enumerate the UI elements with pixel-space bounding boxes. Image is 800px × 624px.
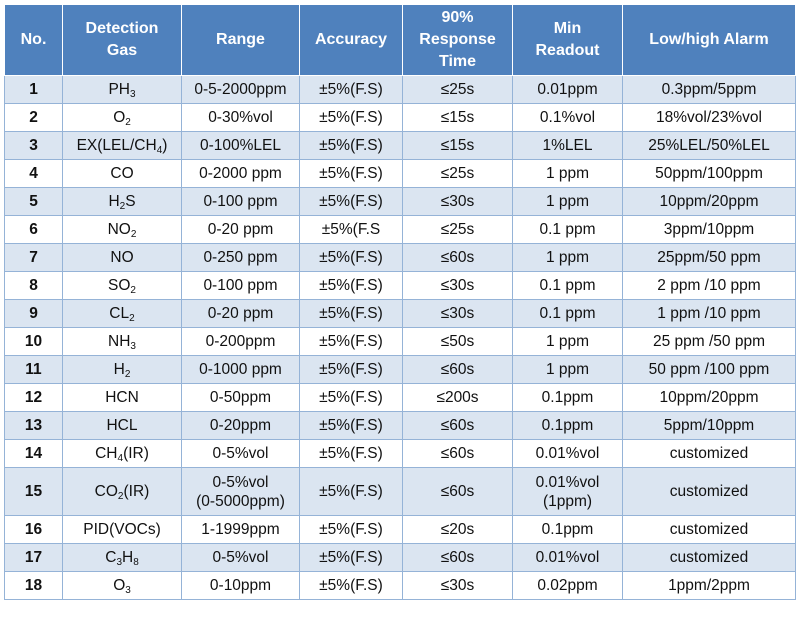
header-line: Gas (106, 42, 138, 59)
header-line: Accuracy (314, 31, 388, 48)
header-no (5, 5, 63, 76)
range-line: 0-50ppm (209, 389, 272, 406)
header-line: No. (20, 31, 47, 48)
cell-gas (63, 244, 182, 272)
cell-alarm: customized (623, 516, 796, 544)
min-readout-line: 0.1 ppm (539, 277, 596, 294)
cell-response-time: ≤15s (403, 132, 513, 160)
table-row (5, 244, 796, 272)
cell-no: 10 (5, 328, 63, 356)
min-readout-line: (1ppm) (542, 492, 593, 510)
cell-no: 11 (5, 356, 63, 384)
cell-no: 3 (5, 132, 63, 160)
table-row (5, 572, 796, 600)
cell-accuracy: ±5%(F.S) (300, 244, 403, 272)
cell-response-time: ≤60s (403, 412, 513, 440)
cell-response-time: ≤60s (403, 440, 513, 468)
table-row (5, 412, 796, 440)
cell-gas (63, 544, 182, 572)
table-row (5, 356, 796, 384)
cell-response-time: ≤60s (403, 468, 513, 516)
min-readout-line: 0.1 ppm (539, 305, 596, 322)
gas-text: CL (109, 305, 130, 322)
cell-range (182, 440, 300, 468)
range-line: 1-1999ppm (201, 521, 280, 538)
range-line: 0-100 ppm (203, 193, 278, 210)
cell-no: 6 (5, 216, 63, 244)
cell-min-readout (513, 272, 623, 300)
cell-min-readout (513, 188, 623, 216)
table-row (5, 188, 796, 216)
range-line: 0-10ppm (209, 577, 272, 594)
range-line: 0-100 ppm (203, 277, 278, 294)
cell-gas (63, 188, 182, 216)
cell-alarm: 3ppm/10ppm (623, 216, 796, 244)
table-row (5, 440, 796, 468)
table-row (5, 300, 796, 328)
table-row (5, 468, 796, 516)
cell-range (182, 412, 300, 440)
table-body (5, 76, 796, 600)
gas-subscript: 4 (117, 453, 124, 464)
cell-min-readout (513, 300, 623, 328)
cell-gas (63, 468, 182, 516)
cell-alarm: customized (623, 544, 796, 572)
cell-gas (63, 104, 182, 132)
gas-text: (IR) (123, 483, 150, 500)
gas-text: ) (162, 137, 168, 154)
cell-no: 16 (5, 516, 63, 544)
cell-response-time: ≤30s (403, 300, 513, 328)
cell-range (182, 544, 300, 572)
range-line: 0-30%vol (208, 109, 273, 126)
gas-text: C (105, 549, 117, 566)
table-row (5, 132, 796, 160)
header-line: 90% (441, 9, 474, 26)
cell-min-readout (513, 160, 623, 188)
cell-response-time: ≤25s (403, 76, 513, 104)
cell-accuracy: ±5%(F.S) (300, 384, 403, 412)
cell-gas (63, 440, 182, 468)
range-line: 0-20ppm (209, 417, 272, 434)
range-line: 0-250 ppm (203, 249, 278, 266)
cell-min-readout (513, 104, 623, 132)
min-readout-line: 1 ppm (545, 249, 590, 266)
min-readout-line: 0.01%vol (535, 549, 600, 566)
cell-min-readout (513, 132, 623, 160)
gas-subscript: 3 (129, 89, 136, 100)
header-alarm (623, 5, 796, 76)
gas-text: NO (110, 249, 134, 266)
table-row (5, 272, 796, 300)
cell-no: 5 (5, 188, 63, 216)
cell-alarm: 25%LEL/50%LEL (623, 132, 796, 160)
range-line: (0-5000ppm) (196, 492, 285, 510)
cell-accuracy: ±5%(F.S) (300, 328, 403, 356)
cell-range (182, 76, 300, 104)
cell-alarm: 25ppm/50 ppm (623, 244, 796, 272)
cell-range (182, 188, 300, 216)
gas-text: PID(VOCs) (83, 521, 161, 538)
table-row (5, 104, 796, 132)
cell-no: 17 (5, 544, 63, 572)
cell-range (182, 300, 300, 328)
header-range (182, 5, 300, 76)
gas-subscript: 3 (116, 557, 122, 568)
cell-gas (63, 328, 182, 356)
cell-range (182, 216, 300, 244)
cell-min-readout (513, 412, 623, 440)
cell-no: 1 (5, 76, 63, 104)
header-response-time (403, 5, 513, 76)
cell-alarm: 10ppm/20ppm (623, 384, 796, 412)
min-readout-line: 0.02ppm (537, 577, 598, 594)
header-detection-gas (63, 5, 182, 76)
cell-accuracy: ±5%(F.S) (300, 132, 403, 160)
cell-no: 15 (5, 468, 63, 516)
header-line: Readout (535, 42, 600, 59)
cell-no: 2 (5, 104, 63, 132)
cell-accuracy: ±5%(F.S) (300, 356, 403, 384)
header-accuracy (300, 5, 403, 76)
gas-subscript: 2 (130, 285, 136, 296)
min-readout-line: 0.1ppm (541, 417, 594, 434)
cell-response-time: ≤25s (403, 160, 513, 188)
cell-gas (63, 356, 182, 384)
min-readout-line: 1 ppm (545, 165, 590, 182)
min-readout-line: 1%LEL (542, 137, 593, 154)
min-readout-line: 0.1ppm (541, 389, 594, 406)
cell-alarm: 5ppm/10ppm (623, 412, 796, 440)
range-line: 0-5%vol (212, 549, 269, 566)
gas-subscript: 3 (130, 341, 136, 352)
gas-subscript: 2 (119, 201, 126, 212)
gas-text: SO (108, 277, 131, 294)
range-line: 0-20 ppm (207, 221, 274, 238)
cell-alarm: 10ppm/20ppm (623, 188, 796, 216)
range-line: 0-200ppm (205, 333, 276, 350)
cell-alarm: 2 ppm /10 ppm (623, 272, 796, 300)
table-row (5, 544, 796, 572)
min-readout-line: 0.1 ppm (539, 221, 596, 238)
gas-subscript: 2 (125, 117, 131, 128)
cell-gas (63, 132, 182, 160)
gas-text: O (113, 577, 126, 594)
cell-accuracy: ±5%(F.S) (300, 272, 403, 300)
cell-gas (63, 216, 182, 244)
cell-alarm: 25 ppm /50 ppm (623, 328, 796, 356)
cell-response-time: ≤15s (403, 104, 513, 132)
range-line: 0-5%vol (212, 445, 269, 462)
cell-accuracy: ±5%(F.S) (300, 104, 403, 132)
gas-detection-table-container (4, 4, 796, 600)
cell-range (182, 572, 300, 600)
gas-text: H (113, 361, 125, 378)
cell-min-readout (513, 572, 623, 600)
cell-range (182, 356, 300, 384)
cell-alarm: customized (623, 468, 796, 516)
cell-response-time: ≤20s (403, 516, 513, 544)
min-readout-line: 1 ppm (545, 333, 590, 350)
cell-accuracy: ±5%(F.S) (300, 440, 403, 468)
header-min-readout (513, 5, 623, 76)
cell-no: 8 (5, 272, 63, 300)
cell-alarm: 18%vol/23%vol (623, 104, 796, 132)
cell-accuracy: ±5%(F.S) (300, 160, 403, 188)
gas-text: H (122, 549, 134, 566)
min-readout-line: 0.01ppm (537, 81, 598, 98)
min-readout-line: 1 ppm (545, 361, 590, 378)
cell-accuracy: ±5%(F.S (300, 216, 403, 244)
cell-response-time: ≤25s (403, 216, 513, 244)
table-row (5, 160, 796, 188)
cell-min-readout (513, 516, 623, 544)
cell-response-time: ≤50s (403, 328, 513, 356)
gas-subscript: 8 (133, 557, 139, 568)
table-header-row (5, 5, 796, 76)
cell-response-time: ≤200s (403, 384, 513, 412)
gas-text: (IR) (123, 445, 149, 462)
min-readout-line: 0.01%vol (535, 445, 600, 462)
cell-gas (63, 516, 182, 544)
gas-text: CO (94, 483, 118, 500)
cell-no: 18 (5, 572, 63, 600)
cell-range (182, 384, 300, 412)
cell-accuracy: ±5%(F.S) (300, 412, 403, 440)
cell-accuracy: ±5%(F.S) (300, 188, 403, 216)
gas-subscript: 3 (125, 585, 131, 596)
cell-accuracy: ±5%(F.S) (300, 300, 403, 328)
min-readout-line: 0.1%vol (539, 109, 596, 126)
cell-min-readout (513, 328, 623, 356)
cell-alarm: 50ppm/100ppm (623, 160, 796, 188)
cell-response-time: ≤60s (403, 544, 513, 572)
cell-no: 4 (5, 160, 63, 188)
cell-no: 7 (5, 244, 63, 272)
cell-no: 14 (5, 440, 63, 468)
cell-range (182, 132, 300, 160)
cell-min-readout (513, 440, 623, 468)
cell-min-readout (513, 384, 623, 412)
cell-gas (63, 272, 182, 300)
gas-text: HCN (105, 389, 139, 406)
min-readout-line: 0.1ppm (541, 521, 594, 538)
cell-gas (63, 572, 182, 600)
gas-subscript: 2 (129, 313, 135, 324)
cell-no: 13 (5, 412, 63, 440)
header-line: Low/high Alarm (649, 31, 769, 48)
gas-text: O (113, 109, 126, 126)
range-line: 0-100%LEL (199, 137, 281, 154)
header-line: Range (216, 31, 265, 48)
header-line: Response (419, 31, 496, 48)
min-readout-line: 0.01%vol (535, 473, 600, 491)
cell-response-time: ≤60s (403, 244, 513, 272)
gas-text: S (125, 193, 136, 210)
header-line: Time (438, 53, 477, 70)
cell-range (182, 328, 300, 356)
cell-range (182, 272, 300, 300)
cell-accuracy: ±5%(F.S) (300, 544, 403, 572)
gas-text: EX(LEL/CH (76, 137, 157, 154)
table-row (5, 76, 796, 104)
cell-min-readout (513, 76, 623, 104)
cell-response-time: ≤30s (403, 572, 513, 600)
gas-text: CH (95, 445, 118, 462)
cell-range (182, 104, 300, 132)
table-row (5, 328, 796, 356)
cell-range (182, 516, 300, 544)
header-line: Min (553, 20, 582, 37)
gas-text: H (108, 193, 120, 210)
gas-detection-table (4, 4, 796, 600)
cell-alarm: 1 ppm /10 ppm (623, 300, 796, 328)
cell-alarm: 0.3ppm/5ppm (623, 76, 796, 104)
range-line: 0-20 ppm (207, 305, 274, 322)
cell-response-time: ≤30s (403, 272, 513, 300)
cell-min-readout (513, 468, 623, 516)
cell-min-readout (513, 356, 623, 384)
cell-min-readout (513, 216, 623, 244)
range-line: 0-2000 ppm (199, 165, 282, 182)
table-row (5, 216, 796, 244)
cell-response-time: ≤60s (403, 356, 513, 384)
cell-response-time: ≤30s (403, 188, 513, 216)
gas-text: NH (108, 333, 131, 350)
gas-subscript: 2 (117, 491, 124, 502)
range-line: 0-5-2000ppm (194, 81, 287, 98)
cell-gas (63, 160, 182, 188)
cell-accuracy: ±5%(F.S) (300, 468, 403, 516)
table-row (5, 516, 796, 544)
cell-accuracy: ±5%(F.S) (300, 572, 403, 600)
cell-alarm: 50 ppm /100 ppm (623, 356, 796, 384)
table-row (5, 384, 796, 412)
gas-text: HCL (106, 417, 138, 434)
cell-gas (63, 384, 182, 412)
range-line: 0-1000 ppm (199, 361, 282, 378)
cell-min-readout (513, 544, 623, 572)
header-line: Detection (85, 20, 159, 37)
gas-text: CO (110, 165, 134, 182)
gas-text: PH (108, 81, 130, 98)
cell-range (182, 244, 300, 272)
cell-range (182, 468, 300, 516)
cell-gas (63, 412, 182, 440)
gas-subscript: 2 (130, 229, 137, 240)
gas-text: NO (107, 221, 131, 238)
cell-alarm: 1ppm/2ppm (623, 572, 796, 600)
cell-gas (63, 300, 182, 328)
cell-accuracy: ±5%(F.S) (300, 516, 403, 544)
cell-range (182, 160, 300, 188)
cell-no: 9 (5, 300, 63, 328)
cell-no: 12 (5, 384, 63, 412)
cell-alarm: customized (623, 440, 796, 468)
cell-accuracy: ±5%(F.S) (300, 76, 403, 104)
min-readout-line: 1 ppm (545, 193, 590, 210)
gas-subscript: 2 (124, 369, 131, 380)
gas-subscript: 4 (156, 145, 163, 156)
cell-min-readout (513, 244, 623, 272)
cell-gas (63, 76, 182, 104)
range-line: 0-5%vol (212, 473, 269, 491)
